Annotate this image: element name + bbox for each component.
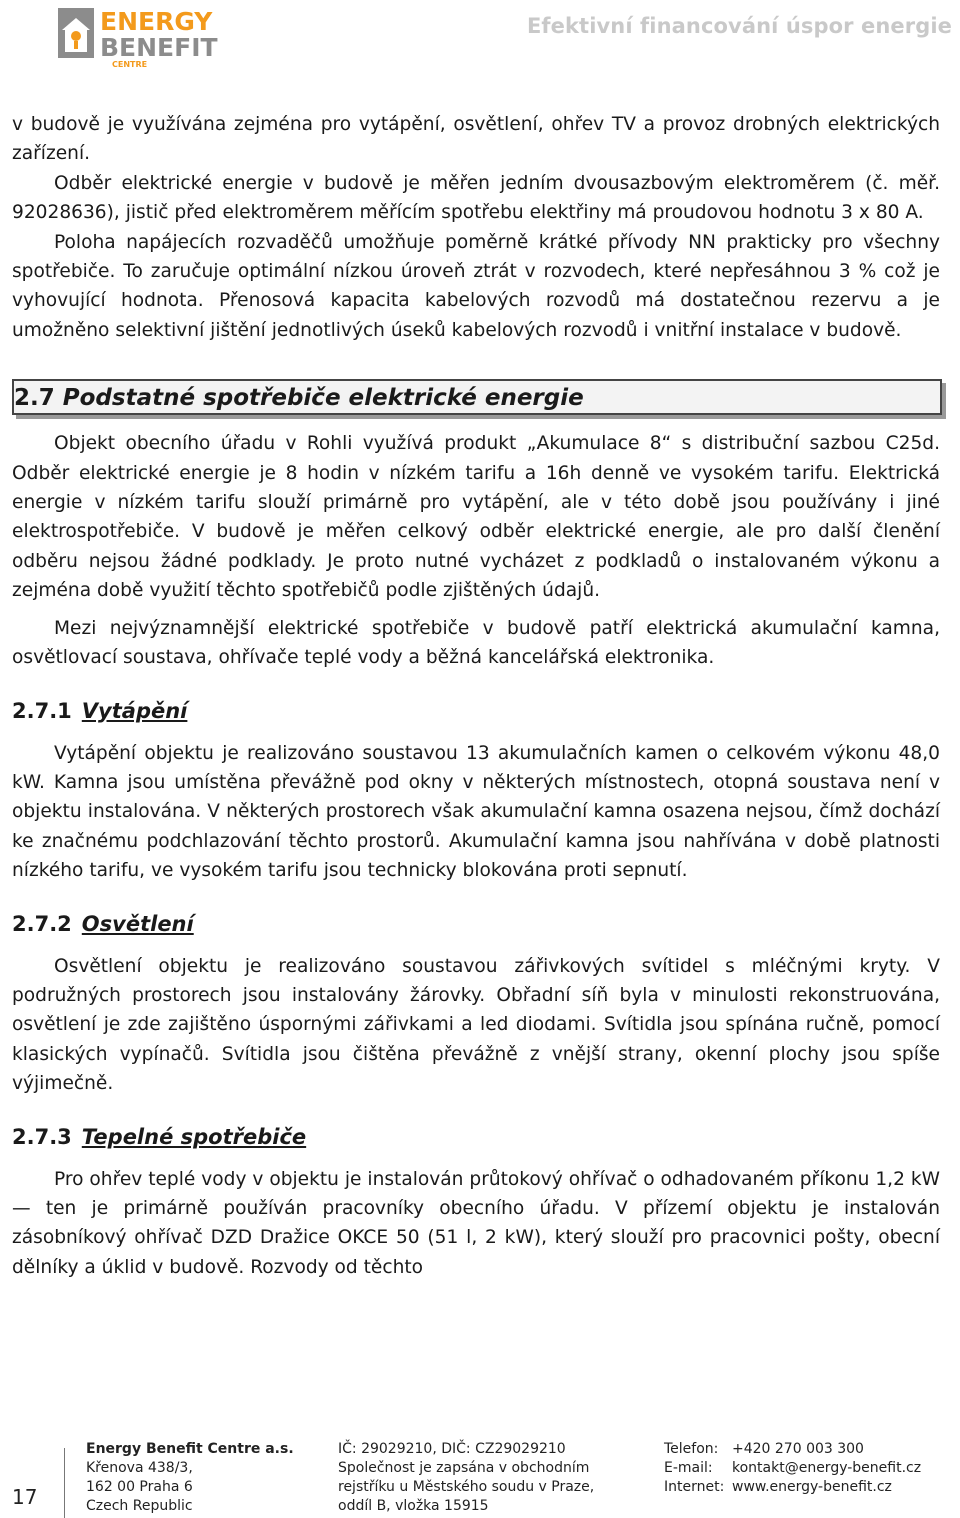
paragraph: Mezi nejvýznamnější elektrické spotřebiče v budově patří elektrická akumulační kamna, osvětlovací soustava, ohřívače teplé vody a běžná kancelářská elektronika. — [12, 617, 940, 669]
subsection-heading — [12, 910, 940, 938]
paragraph: Odběr elektrické energie v budově je měřen jedním dvousazbovým elektroměrem (č. měř. 92028636), jistič před elektroměrem měřícím spotřebu elektřiny má proudovou hodnotu 3 x 80 A. — [12, 172, 940, 224]
subsection-number: 2.7.2 — [12, 911, 72, 936]
email-row — [664, 1459, 921, 1478]
section-number: 2.7 — [14, 385, 55, 412]
footer-divider — [64, 1448, 65, 1518]
phone-value: +420 270 003 300 — [732, 1441, 864, 1457]
page-number: 17 — [12, 1485, 38, 1509]
paragraph-sentence: To zaručuje optimální nízkou úroveň ztrát v rozvodech, které nepřesáhnou 3 % což je vyhovující hodnota. — [12, 261, 940, 312]
company-country: Czech Republic — [86, 1498, 193, 1514]
company-ids: IČ: 29029210, DIČ: CZ29029210 — [338, 1441, 566, 1457]
page-header — [0, 0, 960, 70]
registration-line: oddíl B, vložka 15915 — [338, 1498, 489, 1514]
energy-benefit-logo — [56, 6, 276, 68]
subsection-title: Vytápění — [81, 698, 188, 723]
document-body — [12, 110, 940, 1282]
subsection-title: Tepelné spotřebiče — [81, 1124, 307, 1149]
email-label: E-mail: — [664, 1460, 713, 1476]
subsection-heading — [12, 1123, 940, 1151]
paragraph-sentence: Poloha napájecích rozvaděčů umožňuje poměrně krátké přívody NN prakticky pro všechny spotřebiče. — [12, 231, 940, 283]
paragraph: Vytápění objektu je realizováno soustavou 13 akumulačních kamen o celkovém výkonu 48,0 kW. Kamna jsou umístěna převážně pod okny v některých místnostech, otopná soustava není v objektu instalována. V některých prostorech však akumulační kamna osazena nejsou, čímž dochází ke značnému podchlazování těchto prostorů. Akumulační kamna jsou nahřívána v době platnosti nízkého tarifu, ve vysokém tarifu jsou technicky blokována proti sepnutí. — [12, 742, 940, 882]
subsection-heading — [12, 697, 940, 725]
paragraph: v budově je využívána zejména pro vytápění, osvětlení, ohřev TV a provoz drobných elektrických zařízení. — [12, 114, 940, 165]
page-footer — [0, 1440, 960, 1518]
footer-registration-column — [338, 1440, 594, 1516]
registration-line: Společnost je zapsána v obchodním — [338, 1460, 590, 1476]
paragraph-sentence: Přenosová kapacita kabelových rozvodů má dostatečnou rezervu a je umožněno selektivní jištění jednotlivých úseků kabelových rozvodů i vnitřní instalace v budově. — [12, 290, 940, 341]
section-title: Podstatné spotřebiče elektrické energie — [62, 385, 584, 412]
web-label: Internet: — [664, 1479, 725, 1495]
registration-line: rejstříku u Městského soudu v Praze, — [338, 1479, 595, 1495]
svg-text:BENEFIT: BENEFIT — [100, 33, 218, 62]
footer-contact-column — [664, 1440, 921, 1497]
paragraph — [12, 228, 940, 346]
paragraph: Objekt obecního úřadu v Rohli využívá produkt „Akumulace 8“ s distribuční sazbou C25d. Odběr elektrické energie je 8 hodin v nízkém tarifu a 16h denně ve vysokém tarifu. Elektrická energie v nízkém tarifu slouží primárně pro vytápění, ale v této době jsou používány i jiné elektrospotřebiče. V budově je měřen celkový odběr elektrické energie, ale pro další členění odběru nejsou žádné podklady. Je proto nutné vycházet z podkladů o instalovaném výkonu a zejména době využití těchto spotřebičů podle zjištěných údajů. — [12, 433, 940, 602]
svg-text:CENTRE: CENTRE — [112, 60, 148, 68]
phone-label: Telefon: — [664, 1441, 719, 1457]
footer-company-column — [86, 1440, 294, 1516]
header-tagline: Efektivní financování úspor energie — [526, 14, 952, 38]
company-street: Křenova 438/3, — [86, 1460, 193, 1476]
subsection-number: 2.7.3 — [12, 1124, 72, 1149]
email-link[interactable]: kontakt@energy-benefit.cz — [732, 1460, 922, 1476]
phone-row — [664, 1440, 921, 1459]
paragraph: Pro ohřev teplé vody v objektu je instalován průtokový ohřívač o odhadovaném příkonu 1,2 kW — ten je primárně používán pracovníky obecního úřadu. V přízemí objektu je instalován zásobníkový ohřívač DZD Dražice OKCE 50 (51 l, 2 kW), který slouží pro pracovnici pošty, obecní dělníky a úklid v budově. Rozvody od těchto — [12, 1168, 940, 1278]
company-city: 162 00 Praha 6 — [86, 1479, 193, 1495]
paragraph: Osvětlení objektu je realizováno soustavou zářivkových svítidel s mléčnými kryty. V podružných prostorech jsou instalovány žárovky. Obřadní síň byla v minulosti rekonstruována, osvětlení je zde zajištěno úspornými zářivkami a led diodami. Svítidla jsou spínána ručně, pomocí klasických vypínačů. Svítidla jsou čištěna převážně z vnější strany, okenní plochy jsou spíše výjimečně. — [12, 955, 940, 1095]
section-heading — [12, 379, 942, 415]
house-icon — [58, 8, 94, 58]
company-name: Energy Benefit Centre a.s. — [86, 1441, 294, 1457]
subsection-title: Osvětlení — [81, 911, 194, 936]
svg-text:ENERGY: ENERGY — [100, 7, 213, 36]
subsection-number: 2.7.1 — [12, 698, 72, 723]
web-row — [664, 1478, 921, 1497]
web-link[interactable]: www.energy-benefit.cz — [732, 1479, 892, 1495]
